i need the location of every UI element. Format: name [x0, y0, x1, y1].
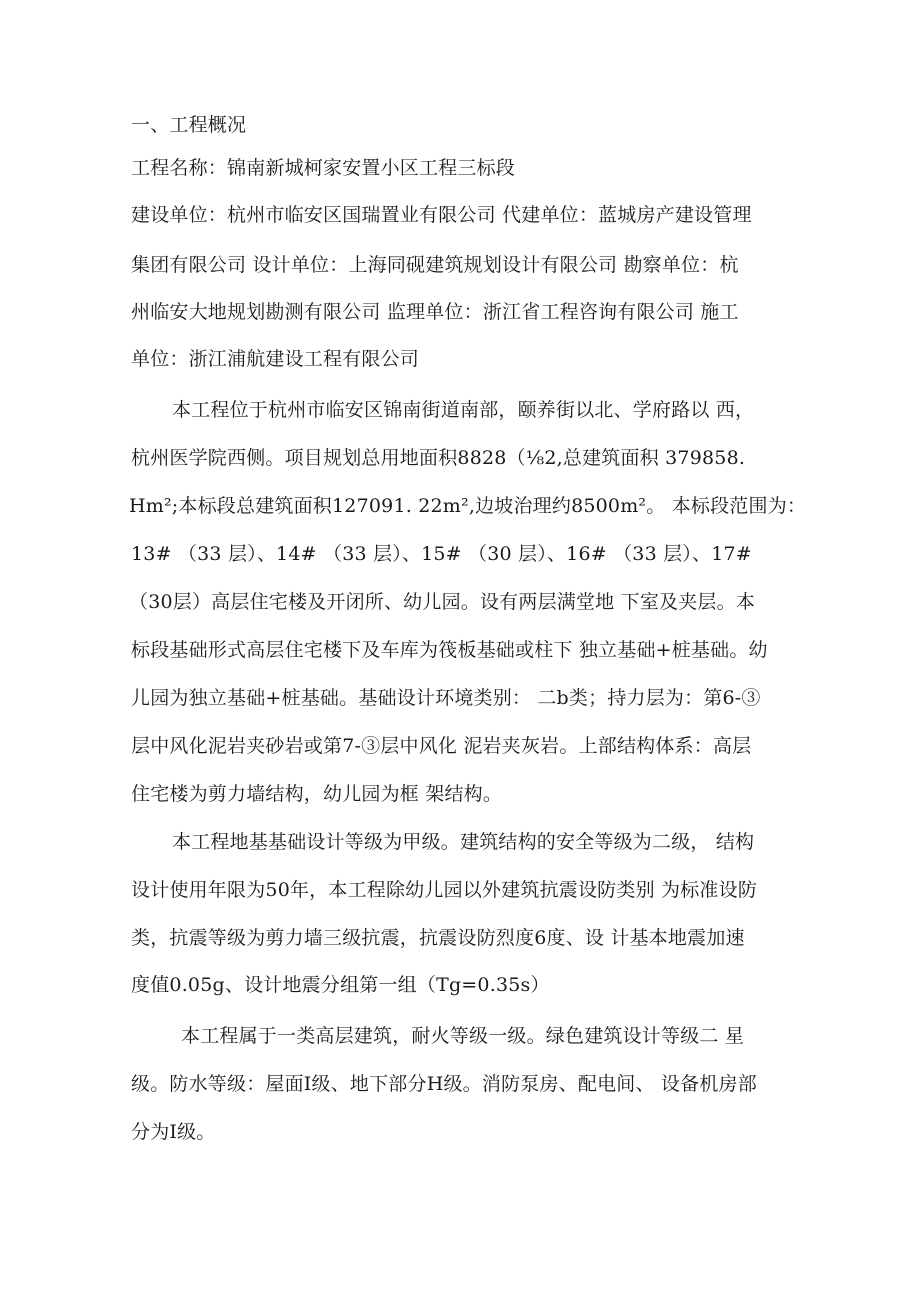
paragraph-line: 本工程地基基础设计等级为甲级。建筑结构的安全等级为二级， 结构 — [172, 831, 755, 853]
section-heading: 一、工程概况 — [131, 114, 247, 136]
project-info-line: 建设单位：杭州市临安区国瑞置业有限公司 代建单位：蓝城房产建设管理 — [131, 204, 752, 226]
paragraph-line: 设计使用年限为50年，本工程除幼儿园以外建筑抗震设防类别 为标准设防 — [131, 879, 758, 901]
paragraph-line: 类，抗震等级为剪力墙三级抗震，抗震设防烈度6度、设 计基本地震加速 — [131, 927, 745, 949]
paragraph-line: 住宅楼为剪力墙结构，幼儿园为框 架结构。 — [131, 783, 503, 805]
paragraph-line: 13# （33 层）、14# （33 层）、15# （30 层）、16# （33 层）、17# — [131, 543, 752, 565]
paragraph-line: 级。防水等级：屋面I级、地下部分H级。消防泵房、配电间、 设备机房部 — [131, 1073, 757, 1095]
paragraph-line: 层中风化泥岩夹砂岩或第7-③层中风化 泥岩夹灰岩。上部结构体系：高层 — [131, 735, 752, 757]
paragraph-line: 分为I级。 — [131, 1121, 216, 1143]
paragraph-line: 儿园为独立基础+桩基础。基础设计环境类别： 二b类；持力层为：第6-③ — [131, 687, 761, 709]
project-info-line: 州临安大地规划勘测有限公司 监理单位：浙江省工程咨询有限公司 施工 — [131, 301, 739, 323]
project-info-line: 单位：浙江浦航建设工程有限公司 — [131, 348, 420, 370]
project-name-line: 工程名称：锦南新城柯家安置小区工程三标段 — [131, 157, 516, 179]
paragraph-line: Hm²;本标段总建筑面积127091. 22m²,边坡治理约8500m²。 本标段范围为： — [129, 495, 807, 517]
paragraph-line: 本工程位于杭州市临安区锦南街道南部，颐养街以北、学府路以 西， — [172, 399, 755, 421]
paragraph-line: 度值0.05g、设计地震分组第一组（Tg=0.35s） — [131, 974, 550, 996]
paragraph-line: 本工程属于一类高层建筑，耐火等级一级。绿色建筑设计等级二 星 — [181, 1025, 745, 1047]
project-info-line: 集团有限公司 设计单位：上海同砚建筑规划设计有限公司 勘察单位：杭 — [131, 254, 739, 276]
paragraph-line: （30层）高层住宅楼及开闭所、幼儿园。设有两层满堂地 下室及夹层。本 — [129, 591, 756, 613]
paragraph-line: 标段基础形式高层住宅楼下及车库为筏板基础或柱下 独立基础+桩基础。幼 — [131, 639, 768, 661]
paragraph-line: 杭州医学院西侧。项目规划总用地面积8828（⅛2,总建筑面积 379858. — [131, 447, 746, 469]
